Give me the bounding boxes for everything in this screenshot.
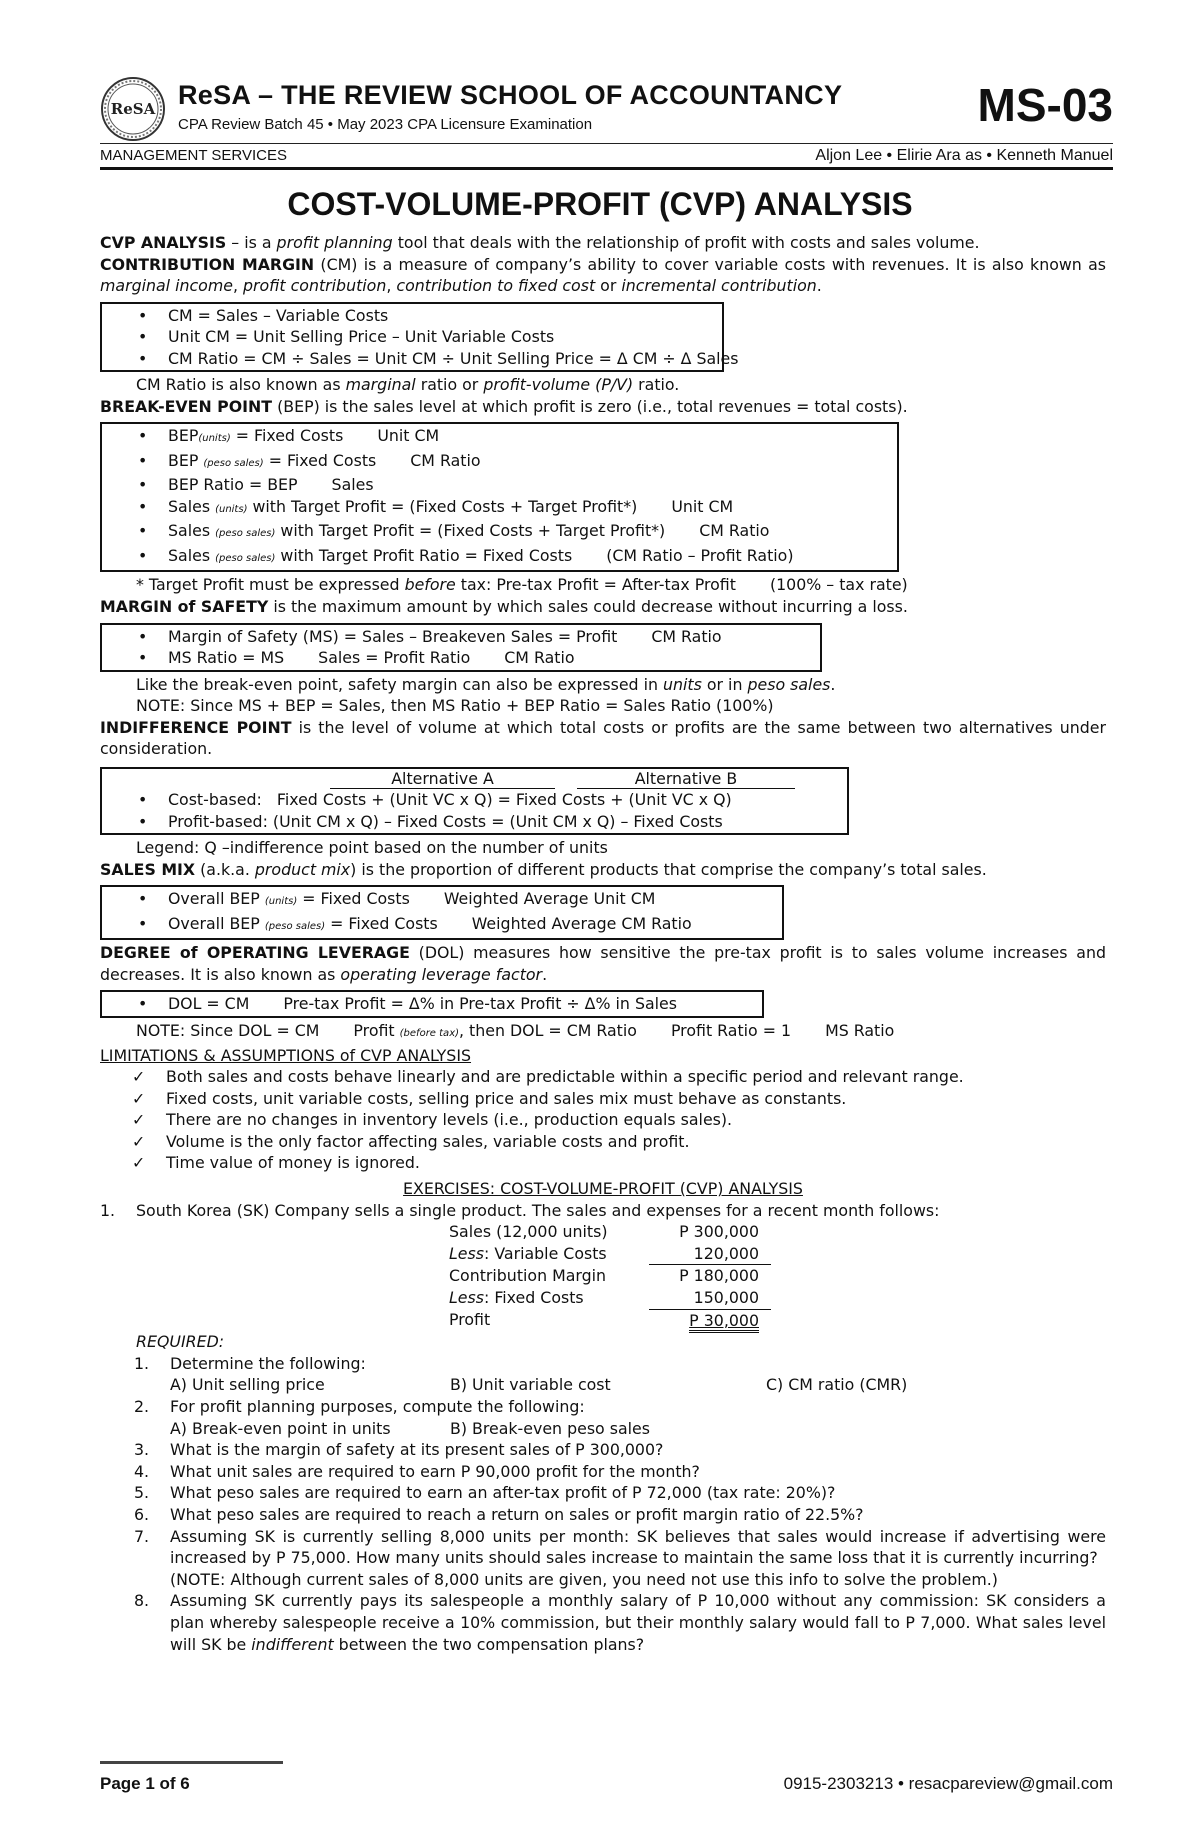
limitations-heading: LIMITATIONS & ASSUMPTIONS of CVP ANALYSIS [100,1045,472,1065]
ms-note-2: NOTE: Since MS + BEP = Sales, then MS Ratio + BEP Ratio = Sales Ratio (100%) [136,696,774,716]
table-row: Profit P 30,000 [449,1309,771,1331]
department: MANAGEMENT SERVICES [100,147,287,164]
logo-text: ReSA [110,100,156,118]
sub-items: A) Break-even point in units B) Break-even peso sales [170,1418,650,1438]
list-item: ✓ There are no changes in inventory levels (i.e., production equals sales). [132,1110,733,1130]
formula-item: • BEP (peso sales) = Fixed Costs CM Ratio [138,450,897,475]
checkmark-icon: ✓ [132,1131,146,1151]
formula-item: • CM Ratio = CM ÷ Sales = Unit CM ÷ Unit Selling Price = Δ CM ÷ Δ Sales [138,348,722,370]
dol-note: NOTE: Since DOL = CM Profit (before tax), then DOL = CM Ratio Profit Ratio = 1 MS Ratio [136,1020,895,1040]
list-item: 2. For profit planning purposes, compute the following: A) Break-even point in units B) Break-even peso sales [170,1396,1106,1439]
list-item: ✓ Both sales and costs behave linearly and are predictable within a specific period and relevant range. [132,1067,964,1087]
page-title: COST-VOLUME-PROFIT (CVP) ANALYSIS [287,186,913,222]
bep-formula-box [100,422,899,572]
batch-info: CPA Review Batch 45 • May 2023 CPA Licensure Examination [178,116,593,133]
list-item: 5. What peso sales are required to earn an after-tax profit of P 72,000 (tax rate: 20%)? [134,1483,836,1503]
ip-legend: Legend: Q –indifference point based on the number of units [136,838,608,858]
formula-item: • Overall BEP (units) = Fixed Costs Weighted Average Unit CM [138,888,782,913]
list-item: 6. What peso sales are required to reach a return on sales or profit margin ratio of 22.5%? [134,1504,864,1524]
main-content [100,232,1106,1655]
income-statement [449,1221,771,1331]
authors: Aljon Lee • Elirie Ara as • Kenneth Manuel [815,147,1113,164]
checkmark-icon: ✓ [132,1067,146,1087]
list-item: 4. What unit sales are required to earn P 90,000 profit for the month? [134,1461,700,1481]
resa-logo-icon [100,76,166,142]
cm-definition: CONTRIBUTION MARGIN (CM) is a measure of company’s ability to cover variable costs with revenues. It is also known as marginal income, profit contribution, contribution to fixed cost or incremental contribution. [100,254,1106,296]
formula-item: • Profit-based: (Unit CM x Q) – Fixed Costs = (Unit CM x Q) – Fixed Costs [138,811,847,833]
formula-item: • Margin of Safety (MS) = Sales – Breakeven Sales = Profit CM Ratio [138,626,820,648]
alt-b-label: Alternative B [577,770,795,789]
ms-formula-box [100,623,822,672]
header-rule-thick [100,167,1113,170]
formula-item: • BEP(units) = Fixed Costs Unit CM [138,425,897,450]
alt-a-label: Alternative A [330,770,555,789]
list-item: ✓ Volume is the only factor affecting sales, variable costs and profit. [132,1131,690,1151]
formula-item: • Overall BEP (peso sales) = Fixed Costs Weighted Average CM Ratio [138,913,782,938]
checkmark-icon: ✓ [132,1110,146,1130]
table-row: Contribution Margin P 180,000 [449,1266,759,1286]
list-item: ✓ Time value of money is ignored. [132,1153,420,1173]
limitations-list [100,1066,1106,1174]
module-code: MS-03 [977,79,1113,131]
footer-rule [100,1761,283,1764]
table-row: Sales (12,000 units) P 300,000 [449,1222,759,1242]
sub-items: A) Unit selling price B) Unit variable cost C) CM ratio (CMR) [170,1375,908,1395]
ip-formula-box [100,767,849,835]
formula-item: • Sales (units) with Target Profit = (Fixed Costs + Target Profit*) Unit CM [138,496,897,521]
sales-mix-definition: SALES MIX (a.k.a. product mix) is the proportion of different products that comprise the company’s total sales. [100,859,987,879]
page-number: Page 1 of 6 [100,1774,190,1793]
checkmark-icon: ✓ [132,1153,146,1173]
dol-definition: DEGREE of OPERATING LEVERAGE (DOL) measures how sensitive the pre-tax profit is to sales volume increases and decreases. It is also known as operating leverage factor. [100,943,1106,984]
formula-item: • BEP Ratio = BEP Sales [138,474,897,496]
exercises-heading: EXERCISES: COST-VOLUME-PROFIT (CVP) ANALYSIS [403,1179,803,1199]
alternative-headers [102,770,847,789]
ms-note: Like the break-even point, safety margin can also be expressed in units or in peso sales. [136,674,836,694]
target-profit-note: * Target Profit must be expressed before tax: Pre-tax Profit = After-tax Profit (100% – tax rate) [136,575,908,595]
table-row: Less: Fixed Costs 150,000 [449,1287,771,1309]
required-label: REQUIRED: [136,1332,225,1352]
bep-definition: BREAK-EVEN POINT (BEP) is the sales level at which profit is zero (i.e., total revenues = total costs). [100,396,908,416]
list-item: 1. Determine the following: A) Unit selling price B) Unit variable cost C) CM ratio (CMR) [170,1353,1106,1396]
formula-item: • Cost-based: Fixed Costs + (Unit VC x Q) = Fixed Costs + (Unit VC x Q) [138,789,847,811]
sales-mix-formula-box [100,885,784,940]
ip-definition: INDIFFERENCE POINT is the level of volume at which total costs or profits are the same between two alternatives under consideration. [100,717,1106,759]
cvp-definition: CVP ANALYSIS – is a profit planning tool that deals with the relationship of profit with costs and sales volume. [100,233,980,252]
cm-formula-box [100,302,739,373]
formula-item: • CM = Sales – Variable Costs [138,305,722,327]
formula-item: • DOL = CM Pre-tax Profit = Δ% in Pre-tax Profit ÷ Δ% in Sales [138,993,762,1015]
dol-formula-box [100,990,764,1018]
formula-item: • Sales (peso sales) with Target Profit Ratio = Fixed Costs (CM Ratio – Profit Ratio) [138,545,897,570]
formula-item: • Sales (peso sales) with Target Profit = (Fixed Costs + Target Profit*) CM Ratio [138,520,897,545]
list-item: 3. What is the margin of safety at its present sales of P 300,000? [134,1440,664,1460]
contact-info: 0915-2303213 • resacpareview@gmail.com [783,1774,1113,1793]
header-rule [100,143,1113,144]
formula-item: • MS Ratio = MS Sales = Profit Ratio CM Ratio [138,647,820,669]
table-row: Less: Variable Costs 120,000 [449,1243,771,1265]
list-item: 7. Assuming SK is currently selling 8,000 units per month: SK believes that sales would increase if advertising were increased by P 75,000. How many units should sales increase to maintain the same loss that it is currently incurring? (NOTE: Although current sales of 8,000 units are given, you need not use this info to solve the problem.) [134,1526,1106,1589]
cm-ratio-note: CM Ratio is also known as marginal ratio or profit-volume (P/V) ratio. [136,375,680,395]
exercise-1-intro: 1. South Korea (SK) Company sells a single product. The sales and expenses for a recent month follows: [100,1200,940,1220]
school-name: ReSA – THE REVIEW SCHOOL OF ACCOUNTANCY [178,80,843,110]
checkmark-icon: ✓ [132,1088,146,1108]
list-item: 8. Assuming SK currently pays its salespeople a monthly salary of P 10,000 without any commission: SK considers a plan whereby salespeople receive a 10% commission, but their monthly salary would fall to P 7,000. What sales level will SK be indifferent between the two compensation plans? [134,1591,1106,1654]
list-item: ✓ Fixed costs, unit variable costs, selling price and sales mix must behave as constants. [132,1088,847,1108]
required-list [100,1353,1106,1655]
ms-definition: MARGIN of SAFETY is the maximum amount by which sales could decrease without incurring a loss. [100,597,908,617]
formula-item: • Unit CM = Unit Selling Price – Unit Variable Costs [138,326,722,348]
